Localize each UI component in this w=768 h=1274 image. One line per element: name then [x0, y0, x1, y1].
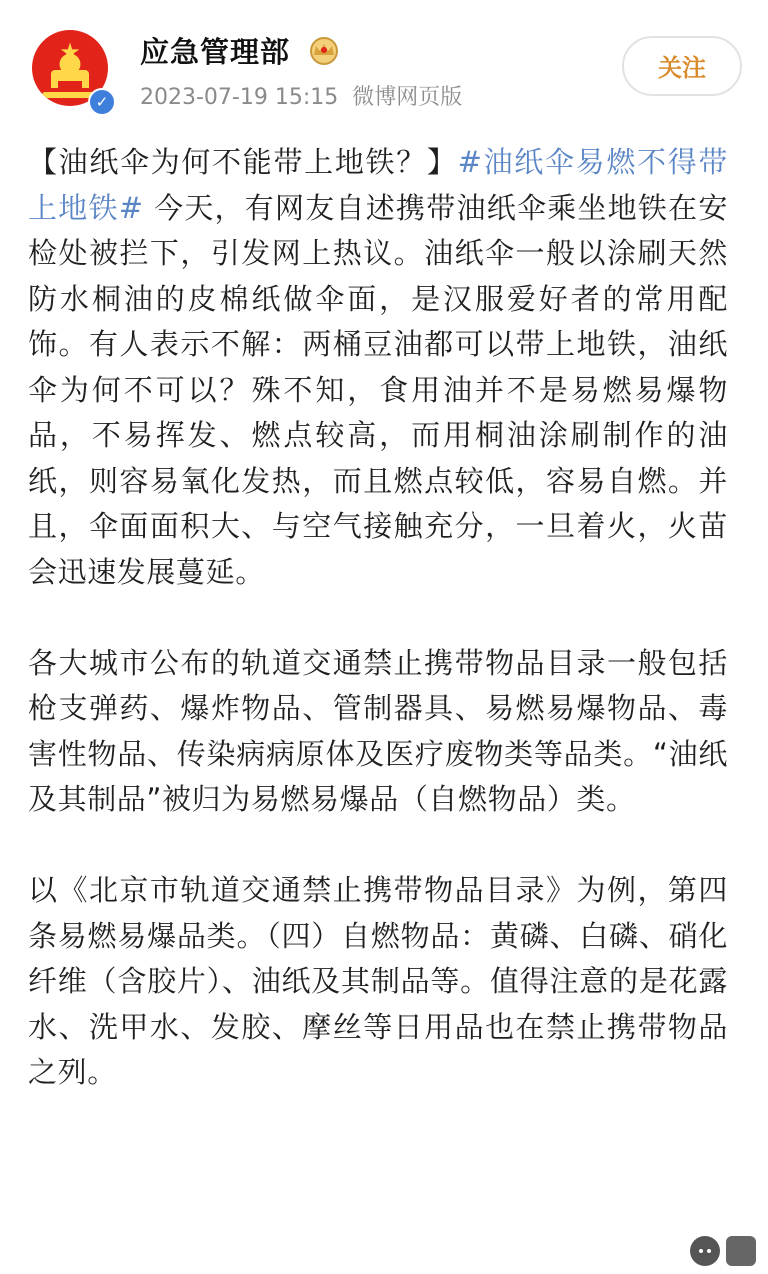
- post-body: [28, 140, 728, 1096]
- post-text: 今天，有网友自述携带油纸伞乘坐地铁在安检处被拦下，引发网上热议。油纸伞一般以涂刷天然防水桐油的皮棉纸做伞面，是汉服爱好者的常用配饰。有人表示不解：两桶豆油都可以带上地铁，油纸伞为何不可以？殊不知，食用油并不是易燃易爆物品，不易挥发、燃点较高，而用桐油涂刷制作的油纸，则容易氧化发热，而且燃点较低，容易自燃。并且，伞面面积大、与空气接触充分，一旦着火，火苗会迅速发展蔓延。: [28, 190, 728, 589]
- hashtag-link[interactable]: #油纸伞易燃不得带上地铁#: [28, 145, 728, 225]
- bottom-fade-overlay: [0, 1214, 768, 1274]
- share-icon[interactable]: [726, 1236, 756, 1266]
- post-source[interactable]: 微博网页版: [352, 85, 463, 110]
- post-paragraph: [28, 140, 728, 595]
- post-paragraph: 以《北京市轨道交通禁止携带物品目录》为例，第四条易燃易爆品类。（四）自燃物品：黄磷、白磷、硝化纤维（含胶片）、油纸及其制品等。值得注意的是花露水、洗甲水、发胶、摩丝等日用品也在禁止携带物品之列。: [28, 873, 728, 1089]
- post-title: 【油纸伞为何不能带上地铁？】: [28, 145, 458, 179]
- post-timestamp: 2023-07-19 15:15: [140, 85, 339, 110]
- follow-button[interactable]: 关注: [622, 36, 742, 96]
- account-name[interactable]: 应急管理部: [140, 35, 291, 69]
- gold-crown-icon: [306, 36, 342, 66]
- verified-v-icon: ✓: [88, 88, 116, 116]
- emblem-gate-shape: [51, 70, 89, 88]
- more-options-icon[interactable]: [690, 1236, 720, 1266]
- post-paragraph: 各大城市公布的轨道交通禁止携带物品目录一般包括枪支弹药、爆炸物品、管制器具、易燃易爆物品、毒害性物品、传染病病原体及医疗废物类等品类。“油纸及其制品”被归为易燃易爆品（自燃物品）类。: [28, 645, 728, 816]
- national-emblem-icon: ★: [59, 38, 81, 66]
- post-header: [0, 0, 768, 120]
- post-meta: [140, 82, 462, 114]
